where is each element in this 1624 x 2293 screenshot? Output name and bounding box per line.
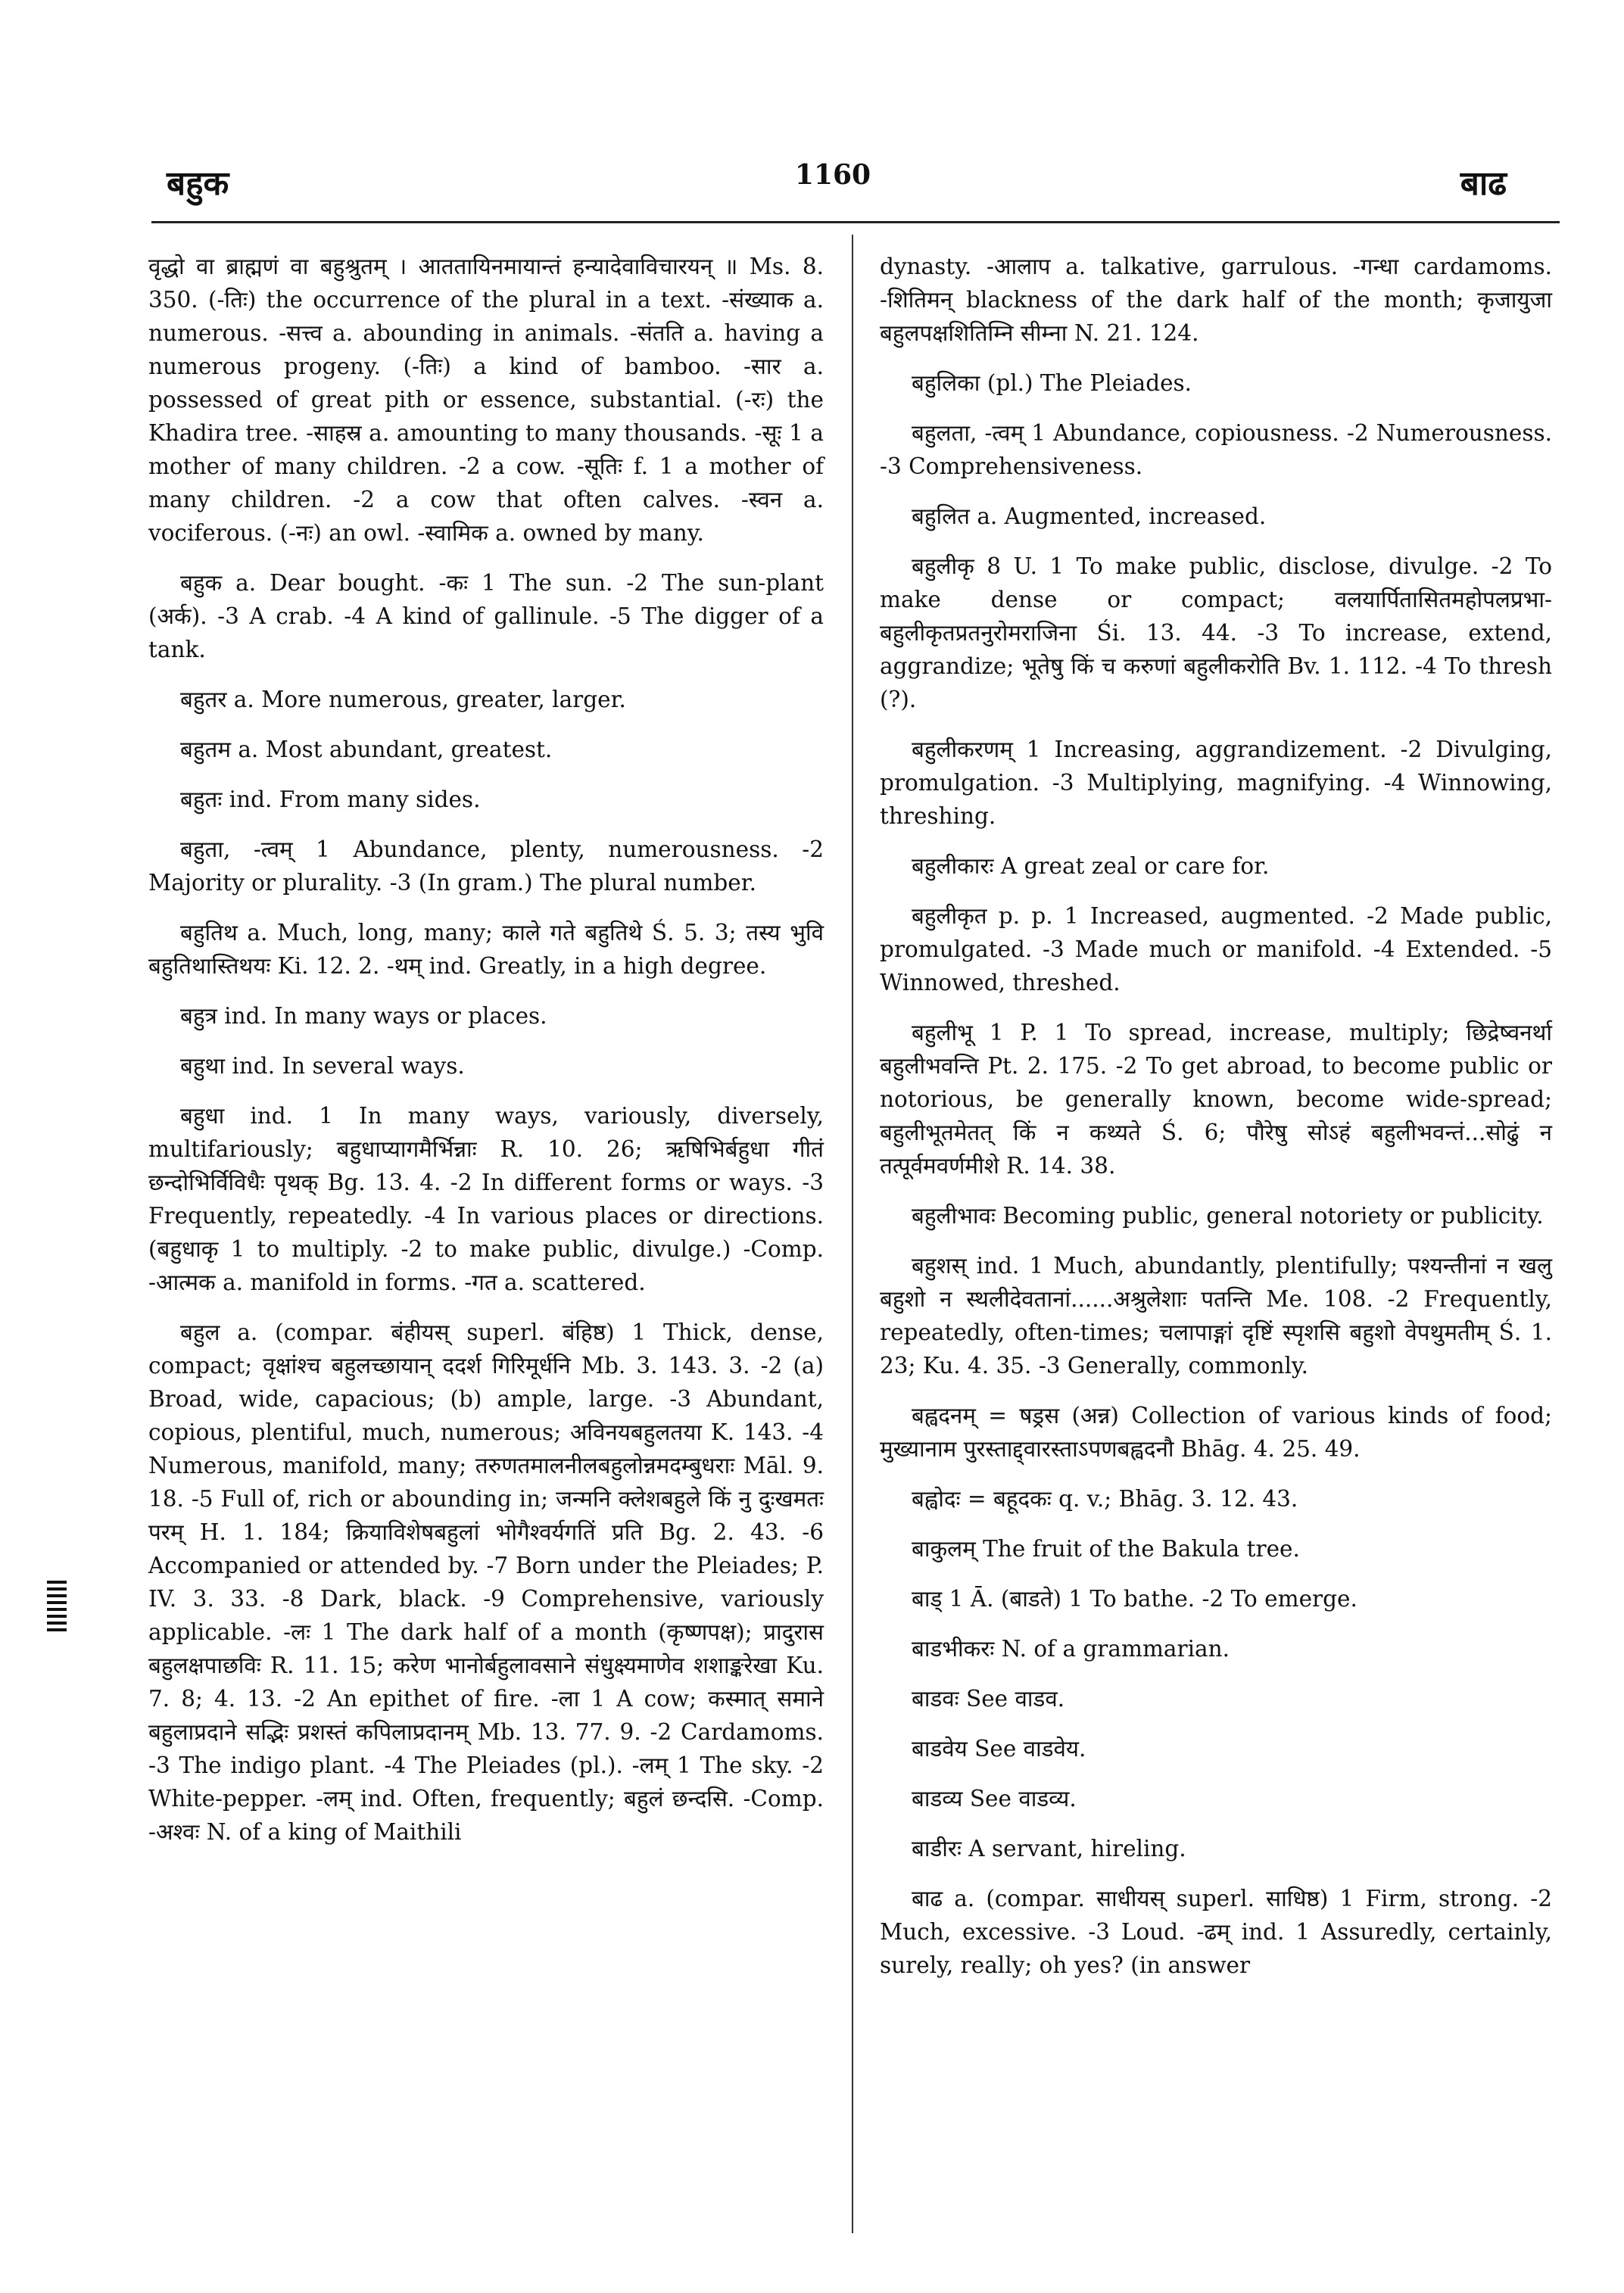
left-running-headword: बहुक [167,164,229,203]
dictionary-entry: बाडभीकरः N. of a grammarian. [912,1636,1230,1662]
section-thumb-mark [47,1581,67,1637]
dictionary-entry: dynasty. -आलाप a. talkative, garrulous. -गन्धा cardamoms. -शितिमन् blackness of the dark half of the month; कृजायुजा बहुलपक्षशितिम्नि सीम्ना N. 21. 124. [880,254,1552,346]
dictionary-entry: बहुथा ind. In several ways. [180,1053,465,1079]
dictionary-entry: बह्वदनम् = षड्रस (अन्न) Collection of various kinds of food; मुख्यानाम पुरस्ताद्द्वारस्ताऽपणबह्वदनौ Bhāg. 4. 25. 49. [880,1403,1552,1462]
dictionary-entry: वृद्धो वा ब्राह्मणं वा बहुश्रुतम् । आततायिनमायान्तं हन्यादेवाविचारयन् ॥ Ms. 8. 350. (-तिः) the occurrence of the plural in a text. -संख्याक a. numerous. -सत्त्व a. abounding in animals. -संतति a. having a numerous progeny. (-तिः) a kind of bamboo. -सार a. possessed of great pith or essence, substantial. (-रः) the Khadira tree. -साहस्र a. amounting to many thousands. -सूः 1 a mother of many children. -2 a cow. -सूतिः f. 1 a mother of many children. -2 a cow that often calves. -स्वन a. vociferous. (-नः) an owl. -स्वामिक a. owned by many. [148,254,824,546]
dictionary-entry: बहुलीकरणम् 1 Increasing, aggrandizement. -2 Divulging, promulgation. -3 Multiplying, magnifying. -4 Winnowing, threshing. [880,737,1552,829]
dictionary-entry: बह्वोदः = बहूदकः q. v.; Bhāg. 3. 12. 43. [912,1486,1298,1512]
dictionary-entry: बहुलता, -त्वम् 1 Abundance, copiousness. -2 Numerousness. -3 Comprehensiveness. [880,420,1552,479]
dictionary-entry: बहुलीकृ 8 U. 1 To make public, disclose, divulge. -2 To make dense or compact; वलयार्पितासितमहोपलप्रभा-बहुलीकृतप्रतनुरोमराजिना Śi. 13. 44. -3 To increase, extend, aggrandize; भूतेषु किं च करुणां बहुलीकरोति Bv. 1. 112. -4 To thresh (?). [880,553,1552,712]
dictionary-entry: बाकुलम् The fruit of the Bakula tree. [912,1536,1300,1562]
dictionary-entry: बाडवः See वाडव. [912,1686,1065,1712]
dictionary-entry: बहुलित a. Augmented, increased. [912,503,1267,529]
page-number: 1160 [794,159,871,191]
dictionary-entry: बहुतः ind. From many sides. [180,787,481,812]
column-divider [852,235,853,2233]
left-column [148,250,824,1865]
dictionary-entry: बाडीरः A servant, hireling. [912,1836,1186,1862]
dictionary-entry: बहुल a. (compar. बंहीयस् superl. बंहिष्ठ) 1 Thick, dense, compact; वृक्षांश्च बहुलच्छायान् ददर्श गिरिमूर्धनि Mb. 3. 143. 3. -2 (a) Broad, wide, capacious; (b) ample, large. -3 Abundant, copious, plentiful, much, numerous; अविनयबहुलतया K. 143. -4 Numerous, manifold, many; तरुणतमालनीलबहुलोन्नमदम्बुधराः Māl. 9. 18. -5 Full of, rich or abounding in; जन्मनि क्लेशबहुले किं नु दुःखमतः परम् H. 1. 184; क्रियाविशेषबहुलां भोगैश्वर्यगतिं प्रति Bg. 2. 43. -6 Accompanied or attended by. -7 Born under the Pleiades; P. IV. 3. 33. -8 Dark, black. -9 Comprehensive, variously applicable. -लः 1 The dark half of a month (कृष्णपक्ष); प्रादुरास बहुलक्षपाछविः R. 11. 15; करेण भानोर्बहुलावसाने संधुक्ष्यमाणेव शशाङ्करेखा Ku. 7. 8; 4. 13. -2 An epithet of fire. -ला 1 A cow; कस्मात् समाने बहुलाप्रदाने सद्भिः प्रशस्तं कपिलाप्रदानम् Mb. 13. 77. 9. -2 Cardamoms. -3 The indigo plant. -4 The Pleiades (pl.). -लम् 1 The sky. -2 White-pepper. -लम् ind. Often, frequently; बहुलं छन्दसि. -Comp. -अश्वः N. of a king of Maithili [148,1319,824,1845]
right-column [880,250,1552,1999]
dictionary-entry: बहुलीभू 1 P. 1 To spread, increase, multiply; छिद्रेष्वनर्था बहुलीभवन्ति Pt. 2. 175. -2 To get abroad, to become public or notorious, be generally known, become wide-spread; बहुलीभूतमेतत् किं न कथ्यते Ś. 6; पौरेषु सोऽहं बहुलीभवन्तं...सोढुं न तत्पूर्वमवर्णमीशे R. 14. 38. [880,1020,1552,1179]
dictionary-entry: बहुतर a. More numerous, greater, larger. [180,687,626,712]
dictionary-entry: बहुशस् ind. 1 Much, abundantly, plentifully; पश्यन्तीनां न खलु बहुशो न स्थलीदेवतानां......अश्रुलेशाः पतन्ति Me. 108. -2 Frequently, repeatedly, often-times; चलापाङ्गां दृष्टिं स्पृशसि बहुशो वेपथुमतीम् Ś. 1. 23; Ku. 4. 35. -3 Generally, commonly. [880,1253,1552,1379]
header-rule [151,221,1560,223]
dictionary-entry: बहुधा ind. 1 In many ways, variously, diversely, multifariously; बहुधाप्यागमैर्भिन्नाः R. 10. 26; ऋषिभिर्बहुधा गीतं छन्दोभिर्विविधैः पृथक् Bg. 13. 4. -2 In different forms or ways. -3 Frequently, repeatedly. -4 In various places or directions. (बहुधाकृ 1 to multiply. -2 to make public, divulge.) -Comp. -आत्मक a. manifold in forms. -गत a. scattered. [148,1103,824,1295]
dictionary-entry: बहुता, -त्वम् 1 Abundance, plenty, numerousness. -2 Majority or plurality. -3 (In gram.) The plural number. [148,837,824,896]
page-header [151,144,1514,212]
dictionary-entry: बाडव्य See वाडव्य. [912,1786,1077,1812]
dictionary-entry: बहुलिका (pl.) The Pleiades. [912,370,1192,396]
dictionary-entry: बहुलीभावः Becoming public, general notoriety or publicity. [912,1203,1544,1229]
dictionary-entry: बहुक a. Dear bought. -कः 1 The sun. -2 The sun-plant (अर्क). -3 A crab. -4 A kind of gallinule. -5 The digger of a tank. [148,570,824,662]
dictionary-entry: बहुतिथ a. Much, long, many; काले गते बहुतिथे Ś. 5. 3; तस्य भुवि बहुतिथास्तिथयः Ki. 12. 2. -थम् ind. Greatly, in a high degree. [148,920,824,979]
dictionary-entry: बाड् 1 Ā. (बाडते) 1 To bathe. -2 To emerge. [912,1586,1357,1612]
dictionary-entry: बहुत्र ind. In many ways or places. [180,1003,547,1029]
right-running-headword: बाढ [1460,164,1507,203]
dictionary-entry: बहुलीकारः A great zeal or care for. [912,853,1270,879]
dictionary-entry: बाडवेय See वाडवेय. [912,1736,1086,1762]
dictionary-entry: बाढ a. (compar. साधीयस् superl. साधिष्ठ) 1 Firm, strong. -2 Much, excessive. -3 Loud. -ढम् ind. 1 Assuredly, certainly, surely, really; oh yes? (in answer [880,1886,1552,1978]
dictionary-entry: बहुलीकृत p. p. 1 Increased, augmented. -2 Made public, promulgated. -3 Made much or manifold. -4 Extended. -5 Winnowed, threshed. [880,903,1552,995]
dictionary-entry: बहुतम a. Most abundant, greatest. [180,737,553,762]
